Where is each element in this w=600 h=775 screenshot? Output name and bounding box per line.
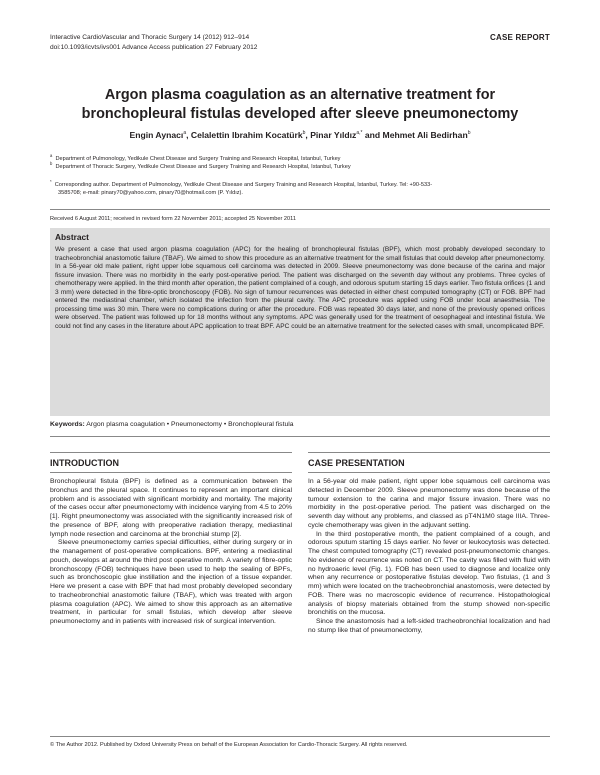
- paragraph: Since the anastomosis had a left-sided tracheobronchial localization and had no stump like that of pneumonectomy,: [308, 618, 550, 634]
- keywords: [50, 421, 294, 428]
- case-report-label: CASE REPORT: [490, 33, 550, 42]
- paragraph: Sleeve pneumonectomy carries special difficulties, either during surgery or in the management of post-operative complications. BPF, entering a mediastinal pouch, develops at around the third post operative month. A variety of fibre-optic bronchoscopy (FOB) techniques have been used to help the sealing of BPFs, such as bronchoscopic glue instillation and the injection of a tissue expander. Here we present a case with BPF that had most probably developed secondary to tracheobronchial anastomotic failure (TBAF), which was treated with argon plasma coagulation (APC). We aimed to show this approach as an alternative treatment, in particular for small fistulas, which develop after sleeve pneumonectomy and in patients with increased risk of surgical intervention.: [50, 539, 292, 625]
- paragraph: In a 56-year old male patient, right upper lobe squamous cell carcinoma was detected in December 2009. Sleeve pneumonectomy was done because of the tumour extension to the carina and major fissure invasion. There was no morbidity in the post-operative period. The patient was discharged on the seventh day without any problems, and classed as pT4N1M0 stage IIIA. Three-cycle chemotherapy was given in the adjuvant setting.: [308, 478, 550, 529]
- abstract-text: We present a case that used argon plasma coagulation (APC) for the healing of bronchopleural fistulas (BPF), which most probably developed secondary to tracheobronchial anastomotic failure (TBAF). We aimed to show this procedure as an alternative treatment for the small fistulas that could develop after pneumonectomy. In a 56-year old male patient, right upper lobe squamous cell carcinoma was detected in 2009. Sleeve pneumonectomy was done because of the carina and major fissure invasion. There was no morbidity in the early post-operative period. The patient was discharged on the seventh day without any problems. Three cycles of chemotherapy were applied. In the third month after operation, the patient complained of a cough, and odorous sputum starting 15 days earlier. Two fistula orifices (1 and 3 mm) were detected in the fibre-optic bronchoscopy (FOB). No sign of tumour recurrences was detected in either chest computed tomography (CT) or FOB. BPF had entered the mediastinal chamber, which isolated the infection from the pleural cavity. The APC procedure was applied using FOB under local anaesthesia. The processing time was 30 min. There were no complications during or after the procedure. FOB was repeated 30 days later, and none of the previously opened orifices were observed. The patient was followed up for 18 months without any symptoms. APC was generally used for the treatment of oesophageal and intestinal fistula. We could not find any cases in the literature about APC application to treat BPF. APC could be an alternative treatment for the selected cases with small, uncomplicated BPF.: [55, 246, 545, 330]
- section-rule: [50, 452, 292, 453]
- divider: [50, 436, 550, 437]
- footer-rule: [50, 736, 550, 737]
- section-rule: [308, 452, 550, 453]
- author: Celalettin Ibrahim Kocatürk$^b$,: [190, 130, 311, 140]
- affiliation-a: $^a$ Department of Pulmonology, Yedikule Chest Disease and Surgery Training and Research Hospital, Istanbul, Turkey: [50, 153, 341, 162]
- section-rule: [308, 472, 550, 473]
- paragraph: Bronchopleural fistula (BPF) is defined as a communication between the bronchus and the pleural space. It continues to represent an important clinical problem and is associated with significant morbidity and mortality. The majority of the cases occur after pneumonectomy with incidence varying from 4.5 to 20% [1]. Right pneumonectomy was associated with the significantly increased risk of the presence of BPF, along with preoperative radiation therapy, mediastinal lymph node resection and carcinoma at the bronchial stump [2].: [50, 478, 292, 538]
- divider: [50, 209, 550, 210]
- keywords-label: Keywords:: [50, 421, 85, 428]
- corresponding-author: * Corresponding author. Department of Pulmonology, Yedikule Chest Disease and Surgery Training and Research Hospital, Istanbul, Turkey. Tel: +90-533- 3585708; e-mail: pinary70@yahoo.com, pinary70@hotmail.com (P. Yıldız).: [50, 179, 433, 196]
- title-line-1: Argon plasma coagulation as an alternative treatment for: [104, 87, 496, 103]
- paragraph: In the third postoperative month, the patient complained of a cough, and odorous sputum starting 15 days earlier. No fever or leukocytosis was detected. The chest computed tomography (CT) revealed post-pneumonectomic changes. No evidence of recurrence was noted on CT. The cavity was filled with fluid with no hydroaeric level (Fig. 1). FOB has been used to diagnose and localize only when any recurrence or postoperative fistulas develop. Two fistulas, (1 and 3 mm) which were located on the tracheobronchial anastomosis, were detected by FOB. There was no macroscopic evidence of recurrence. Histopathological analysis of biopsy materials obtained from the stump showed non-specific bronchitis on the mucosa.: [308, 530, 550, 617]
- title-line-2: bronchopleural fistulas developed after sleeve pneumonectomy: [81, 106, 519, 122]
- author: Pinar Yıldız$^{a,*}$ and: [310, 130, 383, 140]
- affiliation-b: $^b$ Department of Thoracic Surgery, Yedikule Chest Disease and Surgery Training and Research Hospital, Istanbul, Turkey: [50, 161, 351, 170]
- keywords-text: Argon plasma coagulation • Pneumonectomy • Bronchopleural fistula: [86, 421, 294, 428]
- journal-line-2: doi:10.1093/icvts/ivs001 Advance Access publication 27 February 2012: [50, 44, 258, 51]
- article-title: [40, 86, 560, 124]
- section-rule: [50, 472, 292, 473]
- author: Mehmet Ali Bedirhan$^b$: [382, 130, 471, 140]
- journal-line-1: Interactive CardioVascular and Thoracic Surgery 14 (2012) 912–914: [50, 34, 250, 41]
- journal-citation: [50, 33, 257, 53]
- introduction-body: [50, 478, 292, 627]
- case-presentation-heading: CASE PRESENTATION: [308, 458, 405, 468]
- abstract-heading: Abstract: [55, 232, 89, 242]
- author-list: [40, 130, 560, 140]
- introduction-heading: INTRODUCTION: [50, 458, 119, 468]
- case-presentation-body: [308, 478, 550, 636]
- author: Engin Aynacı$^a$,: [129, 130, 191, 140]
- received-dates: Received 6 August 2011; received in revised form 22 November 2011; accepted 25 November 2011: [50, 216, 296, 222]
- copyright-footer: © The Author 2012. Published by Oxford University Press on behalf of the European Association for Cardio-Thoracic Surgery. All rights reserved.: [50, 742, 408, 748]
